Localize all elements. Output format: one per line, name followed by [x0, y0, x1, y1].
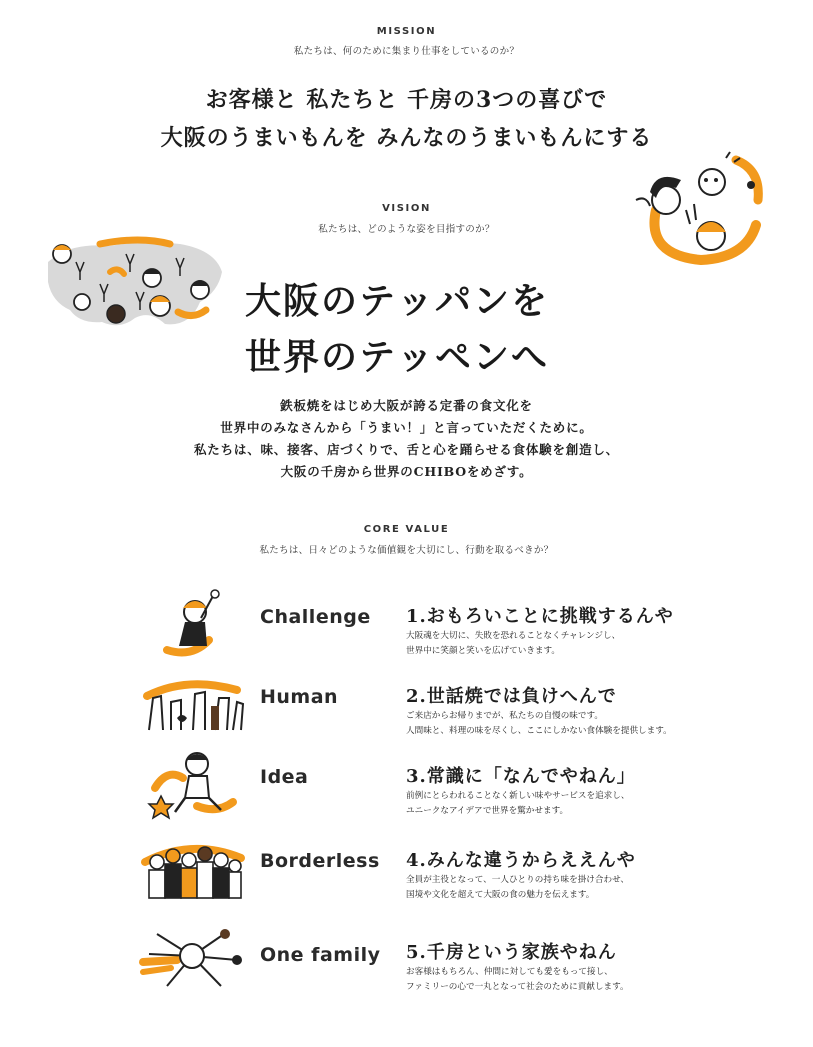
core-value-title: 1.おもろいことに挑戦するんや: [406, 606, 674, 627]
crowd-icon: [137, 832, 247, 904]
vision-body-line: 大阪の千房から世界のCHIBOをめざす。: [280, 464, 533, 479]
core-value-desc: 全員が主役となって、一人ひとりの持ち味を掛け合わせ、: [406, 875, 630, 885]
core-value-desc: ユニークなアイデアで世界を驚かせます。: [406, 806, 569, 816]
core-value-desc: 人間味と、料理の味を尽くし、ここにしかない食体験を提供します。: [406, 726, 672, 736]
challenge-person-icon: [137, 588, 247, 660]
core-value-en: Idea: [260, 766, 309, 788]
vision-body-line: 鉄板焼をはじめ大阪が誇る定番の食文化を: [280, 398, 533, 413]
core-value-human: [0, 668, 813, 748]
mission-statement-line2: 大阪のうまいもんを みんなのうまいもんにする: [160, 125, 653, 151]
core-value-desc: 前例にとらわれることなく新しい味やサービスを追求し、: [406, 791, 630, 801]
raised-hands-icon: [137, 668, 247, 740]
vision-label: VISION: [382, 203, 431, 214]
core-value-desc: 国境や文化を超えて大阪の食の魅力を伝えます。: [406, 890, 595, 900]
core-value-desc: ご来店からお帰りまでが、私たちの自慢の味です。: [406, 711, 603, 721]
core-value-label: CORE VALUE: [363, 524, 450, 535]
core-value-desc: ファミリーの心で一丸となって社会のために貢献します。: [406, 982, 629, 992]
core-value-desc: お客様はもちろん、仲間に対しても愛をもって接し、: [406, 967, 613, 977]
vision-headline-line1: 大阪のテッパンを: [245, 280, 550, 322]
mission-statement-line1: お客様と 私たちと 千房の3つの喜びで: [205, 87, 608, 113]
vision-headline-line2: 世界のテッペンへ: [245, 336, 550, 378]
vision-body-line: 世界中のみなさんから「うまい！」と言っていただくために。: [220, 420, 593, 435]
core-value-challenge: [0, 588, 813, 668]
core-value-desc: 世界中に笑顔と笑いを広げていきます。: [406, 646, 561, 656]
core-value-title: 4.みんな違うからええんや: [406, 850, 636, 871]
core-value-en: Human: [260, 686, 339, 708]
mission-label: MISSION: [376, 26, 437, 37]
mission-question: 私たちは、何のために集まり仕事をしているのか？: [293, 46, 520, 57]
core-value-idea: [0, 748, 813, 828]
core-value-desc: 大阪魂を大切に、失敗を恐れることなくチャレンジし、: [406, 631, 621, 641]
core-value-one-family: [0, 920, 813, 1000]
core-value-en: One family: [260, 944, 381, 966]
core-value-borderless: [0, 832, 813, 912]
vision-body-line: 私たちは、味、接客、店づくりで、舌と心を踊らせる食体験を創造し、: [194, 442, 619, 457]
idea-person-icon: [137, 748, 247, 820]
core-value-question: 私たちは、日々どのような価値観を大切にし、行動を取るべきか？: [259, 545, 554, 556]
vision-question: 私たちは、どのような姿を目指すのか？: [318, 224, 495, 235]
core-value-en: Challenge: [260, 606, 371, 628]
core-value-title: 2.世話焼では負けへんで: [406, 686, 617, 707]
core-value-title: 3.常識に「なんでやねん」: [406, 766, 636, 787]
core-value-title: 5.千房という家族やねん: [406, 942, 617, 963]
world-map-illustration: [40, 232, 230, 342]
vision-headline: [245, 273, 585, 385]
core-value-en: Borderless: [260, 850, 380, 872]
joined-hands-icon: [137, 920, 247, 992]
vision-body: [0, 395, 813, 483]
